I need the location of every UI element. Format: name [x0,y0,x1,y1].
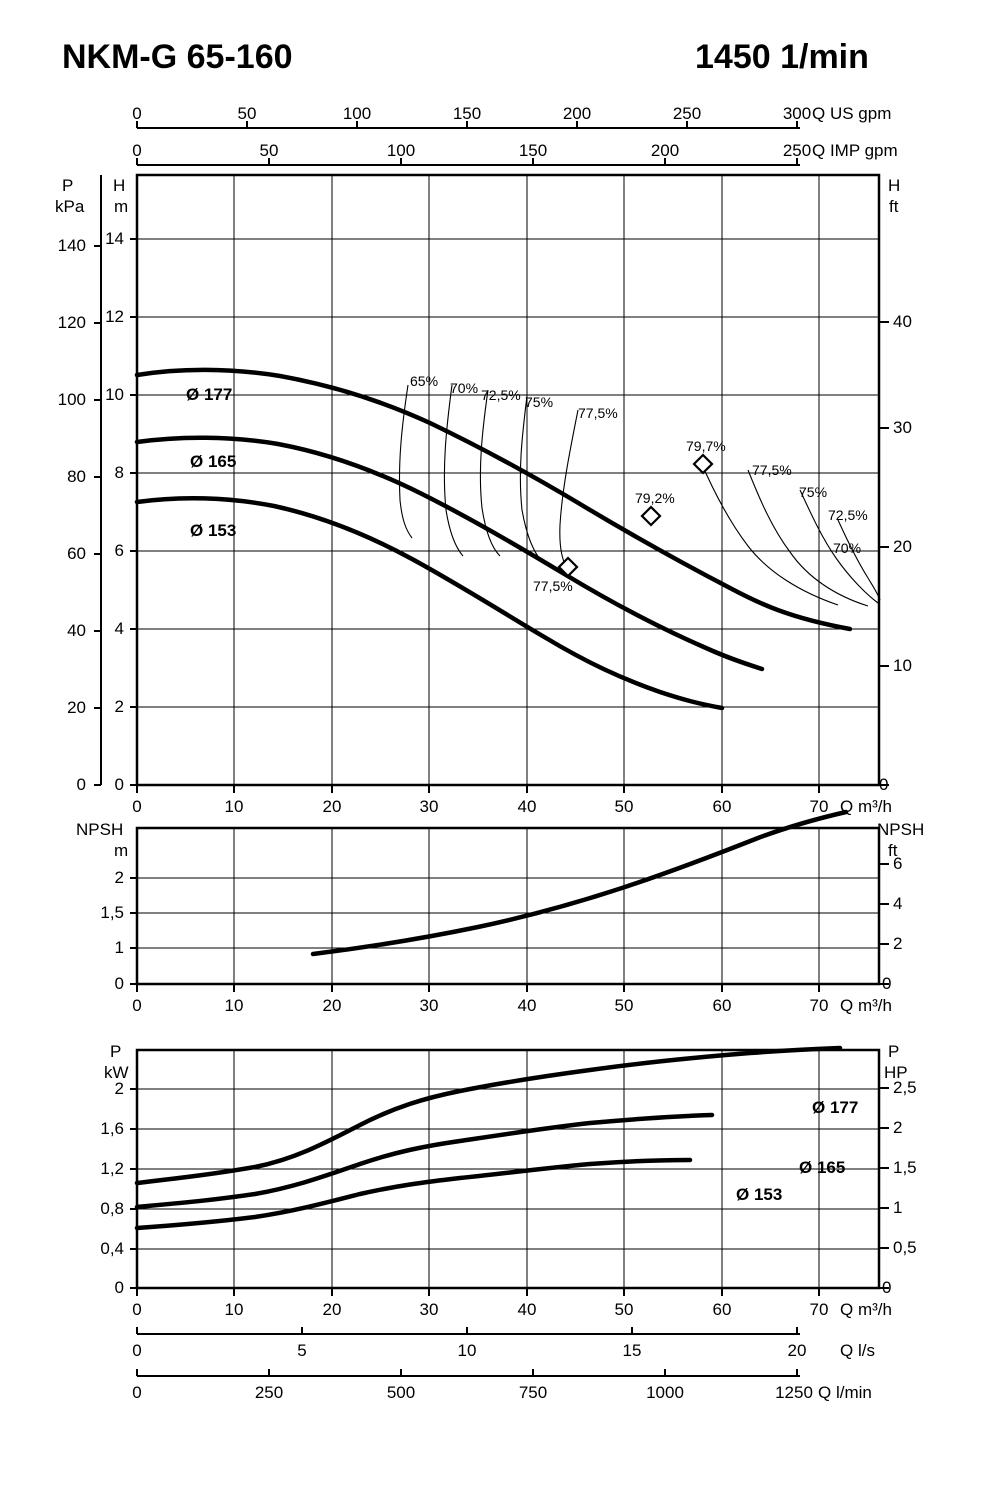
lmin-tick: 0 [132,1383,142,1402]
efficiency-label: 72,5% [481,387,521,403]
efficiency-label: 72,5% [828,507,868,523]
npsh-ft-tick: 6 [893,854,903,873]
lmin-tick: 250 [254,1383,284,1402]
imp-gpm-tick: 250 [782,141,812,160]
power-x-tick: 30 [419,1300,439,1319]
imp-gpm-tick: 150 [518,141,548,160]
efficiency-label: 77,5% [578,405,618,421]
power-left-unit: kW [104,1063,129,1082]
duty-point-label: 79,7% [686,438,726,454]
p-kpa-tick: 100 [57,390,86,409]
p-kpa-tick: 60 [67,544,86,563]
duty-point-label: 77,5% [533,578,573,594]
npsh-ft-tick: 4 [893,894,903,913]
power-right-label: P [888,1042,900,1061]
npsh-x-tick: 40 [517,996,537,1015]
head-x-tick: 70 [809,797,829,816]
lmin-axis-label: Q l/min [818,1383,872,1402]
power-x-tick: 70 [809,1300,829,1319]
npsh-x-tick: 70 [809,996,829,1015]
impeller-label-153: Ø 153 [190,521,237,540]
power-kw-tick: 2 [114,1079,124,1098]
imp-gpm-axis-label: Q IMP gpm [812,141,898,160]
npsh-x-tick: 30 [419,996,439,1015]
power-left-label: P [110,1042,122,1061]
imp-gpm-tick: 100 [386,141,416,160]
lmin-tick: 750 [518,1383,548,1402]
power-kw-tick: 0,8 [100,1199,124,1218]
npsh-x-tick: 60 [712,996,732,1015]
efficiency-label: 75% [799,484,828,500]
power-x-tick: 0 [132,1300,142,1319]
power-kw-tick: 0,4 [100,1239,124,1258]
h-axis-label: H [113,176,126,195]
h-right-axis-label: H [888,176,901,195]
power-x-axis-label: Q m³/h [840,1300,892,1319]
npsh-m-tick: 2 [114,868,124,887]
power-x-tick: 10 [224,1300,244,1319]
head-x-tick: 60 [712,797,732,816]
h-m-tick: 8 [114,463,124,482]
imp-gpm-tick: 200 [650,141,680,160]
power-kw-tick: 1,2 [100,1159,124,1178]
us-gpm-tick: 300 [782,104,812,123]
power-curve-label-153: Ø 153 [736,1185,783,1204]
h-m-tick: 2 [114,697,124,716]
efficiency-label: 70% [450,380,479,396]
p-kpa-tick: 0 [76,775,86,794]
h-m-tick: 14 [105,229,124,248]
p-kpa-tick: 80 [67,467,86,486]
lmin-tick: 500 [386,1383,416,1402]
power-hp-tick: 0,5 [893,1238,917,1257]
power-kw-tick: 0 [114,1278,124,1297]
ls-tick: 5 [297,1341,307,1360]
head-x-tick: 50 [614,797,634,816]
ls-tick: 0 [132,1341,142,1360]
efficiency-label: 77,5% [752,462,792,478]
h-ft-tick: 10 [893,656,912,675]
speed-label: 1450 1/min [695,38,869,76]
npsh-x-tick: 10 [224,996,244,1015]
ls-axis-label: Q l/s [840,1341,875,1360]
ft-axis-unit: ft [889,197,899,216]
h-m-tick: 6 [114,541,124,560]
power-x-tick: 20 [322,1300,342,1319]
us-gpm-axis-label: Q US gpm [812,104,892,123]
us-gpm-tick: 250 [672,104,702,123]
head-x-axis-label: Q m³/h [840,797,892,816]
head-x-tick: 0 [132,797,142,816]
head-x-tick: 20 [322,797,342,816]
h-m-tick: 10 [105,385,124,404]
impeller-label-165: Ø 165 [190,452,237,471]
lmin-tick: 1250 [775,1383,813,1402]
h-m-tick: 0 [114,775,124,794]
h-m-tick: 12 [105,307,124,326]
us-gpm-tick: 100 [342,104,372,123]
us-gpm-tick: 50 [237,104,257,123]
npsh-ft-tick: 2 [893,934,903,953]
power-curve-label-177: Ø 177 [812,1098,859,1117]
npsh-m-tick: 1 [114,938,124,957]
lmin-tick: 1000 [646,1383,684,1402]
m-axis-unit: m [114,197,129,216]
power-hp-tick: 2,5 [893,1078,917,1097]
npsh-x-tick: 0 [132,996,142,1015]
page-title: NKM-G 65-160 [62,38,293,76]
us-gpm-tick: 0 [132,104,142,123]
head-x-tick: 40 [517,797,537,816]
kpa-axis-unit: kPa [55,197,85,216]
npsh-left-label: NPSH [76,820,124,839]
duty-point-label: 79,2% [635,490,675,506]
us-gpm-tick: 150 [452,104,482,123]
h-ft-tick: 0 [879,775,889,794]
h-ft-tick: 30 [893,418,912,437]
head-x-tick: 30 [419,797,439,816]
p-kpa-tick: 40 [67,621,86,640]
npsh-right-label: NPSH [877,820,925,839]
npsh-x-tick: 50 [614,996,634,1015]
h-m-tick: 4 [114,619,124,638]
power-x-tick: 40 [517,1300,537,1319]
npsh-m-tick: 0 [114,974,124,993]
power-hp-tick: 2 [893,1118,903,1137]
power-hp-tick: 0 [882,1278,892,1297]
p-kpa-tick: 120 [57,313,86,332]
efficiency-label: 70% [833,540,862,556]
head-x-tick: 10 [224,797,244,816]
ls-tick: 10 [457,1341,477,1360]
us-gpm-tick: 200 [562,104,592,123]
impeller-label-177: Ø 177 [186,385,233,404]
npsh-x-axis-label: Q m³/h [840,996,892,1015]
h-ft-tick: 40 [893,312,912,331]
power-kw-tick: 1,6 [100,1119,124,1138]
npsh-right-unit: ft [888,841,898,860]
efficiency-label: 65% [410,373,439,389]
power-right-unit: HP [884,1063,908,1082]
npsh-x-tick: 20 [322,996,342,1015]
ls-tick: 15 [622,1341,642,1360]
p-kpa-tick: 140 [57,236,86,255]
power-hp-tick: 1 [893,1198,903,1217]
efficiency-label: 75% [525,394,554,410]
npsh-ft-tick: 0 [882,974,892,993]
imp-gpm-tick: 0 [132,141,142,160]
npsh-left-unit: m [114,841,129,860]
ls-tick: 20 [787,1341,807,1360]
p-kpa-tick: 20 [67,698,86,717]
power-x-tick: 50 [614,1300,634,1319]
power-x-tick: 60 [712,1300,732,1319]
p-axis-label: P [62,176,74,195]
imp-gpm-tick: 50 [259,141,279,160]
power-hp-tick: 1,5 [893,1158,917,1177]
h-ft-tick: 20 [893,537,912,556]
power-curve-label-165: Ø 165 [799,1158,846,1177]
npsh-m-tick: 1,5 [100,903,124,922]
